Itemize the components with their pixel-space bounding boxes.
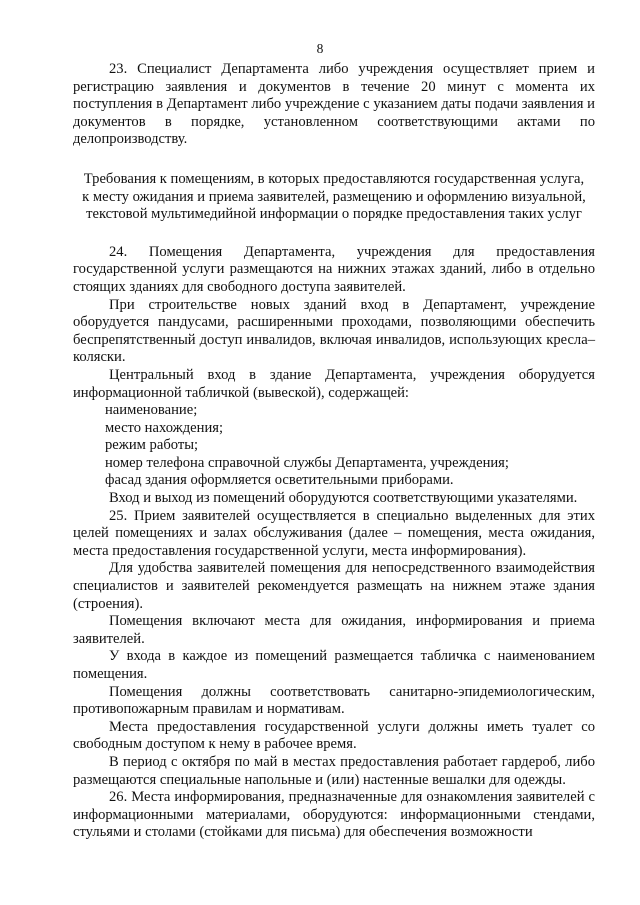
- paragraph-24-signs: Вход и выход из помещений оборудуются соответствующими указателями.: [109, 490, 578, 507]
- page-number: 8: [316, 41, 324, 56]
- paragraph-25-wardrobe: В период с октября по май в местах предоставления работает гардероб, либо размещаются специальные напольные и (или) настенные вешалки для одежды.: [73, 753, 595, 788]
- paragraph-23: 23. Специалист Департамента либо учреждения осуществляет прием и регистрацию заявления и документов в течение 20 минут с момента их поступления в Департамент либо учреждение с указанием даты подачи заявления и документов в порядке, установленном соответствующими актами по делопроизводству.: [73, 61, 595, 148]
- list-item: наименование;: [105, 402, 198, 419]
- paragraph-25-convenience: Для удобства заявителей помещения для непосредственного взаимодействия специалистов и заявителей рекомендуется размещать на нижнем этаже здания (строения).: [73, 560, 595, 612]
- list-item: фасад здания оформляется осветительными приборами.: [105, 472, 454, 489]
- paragraph-25-toilet: Места предоставления государственной услуги должны иметь туалет со свободным доступом к нему в рабочее время.: [73, 718, 595, 753]
- list-item: номер телефона справочной службы Департамента, учреждения;: [105, 454, 509, 471]
- section-heading: Требования к помещениям, в которых предоставляются государственная услуга, к месту ожидания и приема заявителей, размещению и оформлению визуальной, текстовой мультимедийной информации о порядке предоставления таких услуг: [82, 170, 586, 223]
- list-item: режим работы;: [105, 437, 199, 454]
- paragraph-25-plaque: У входа в каждое из помещений размещается табличка с наименованием помещения.: [73, 648, 595, 682]
- list-item: место нахождения;: [105, 419, 224, 436]
- paragraph-25-rooms: Помещения включают места для ожидания, информирования и приема заявителей.: [73, 613, 595, 647]
- document-body: [73, 61, 595, 842]
- paragraph-25-sanitary: Помещения должны соответствовать санитарно-эпидемиологическим, противопожарным правилам и нормативам.: [73, 683, 595, 718]
- paragraph-24-construction: При строительстве новых зданий вход в Департамент, учреждение оборудуется пандусами, расширенными проходами, позволяющими обеспечить беспрепятственный доступ инвалидов, включая инвалидов, использующих кресла–коляски.: [73, 296, 595, 366]
- paragraph-24: 24. Помещения Департамента, учреждения для предоставления государственной услуги размещаются на нижних этажах зданий, либо в отдельно стоящих зданиях для свободного доступа заявителей.: [73, 243, 595, 295]
- paragraph-25: 25. Прием заявителей осуществляется в специально выделенных для этих целей помещениях и залах обслуживания (далее – помещения, места ожидания, места предоставления государственной услуги, места информирования).: [73, 507, 595, 559]
- paragraph-26: 26. Места информирования, предназначенные для ознакомления заявителей с информационными материалами, оборудуются: информационными стендами, стульями и столами (стойками для письма) для обеспечения возможности: [73, 789, 595, 841]
- paragraph-24-entrance: Центральный вход в здание Департамента, учреждения оборудуется информационной табличкой (вывеской), содержащей:: [73, 366, 595, 401]
